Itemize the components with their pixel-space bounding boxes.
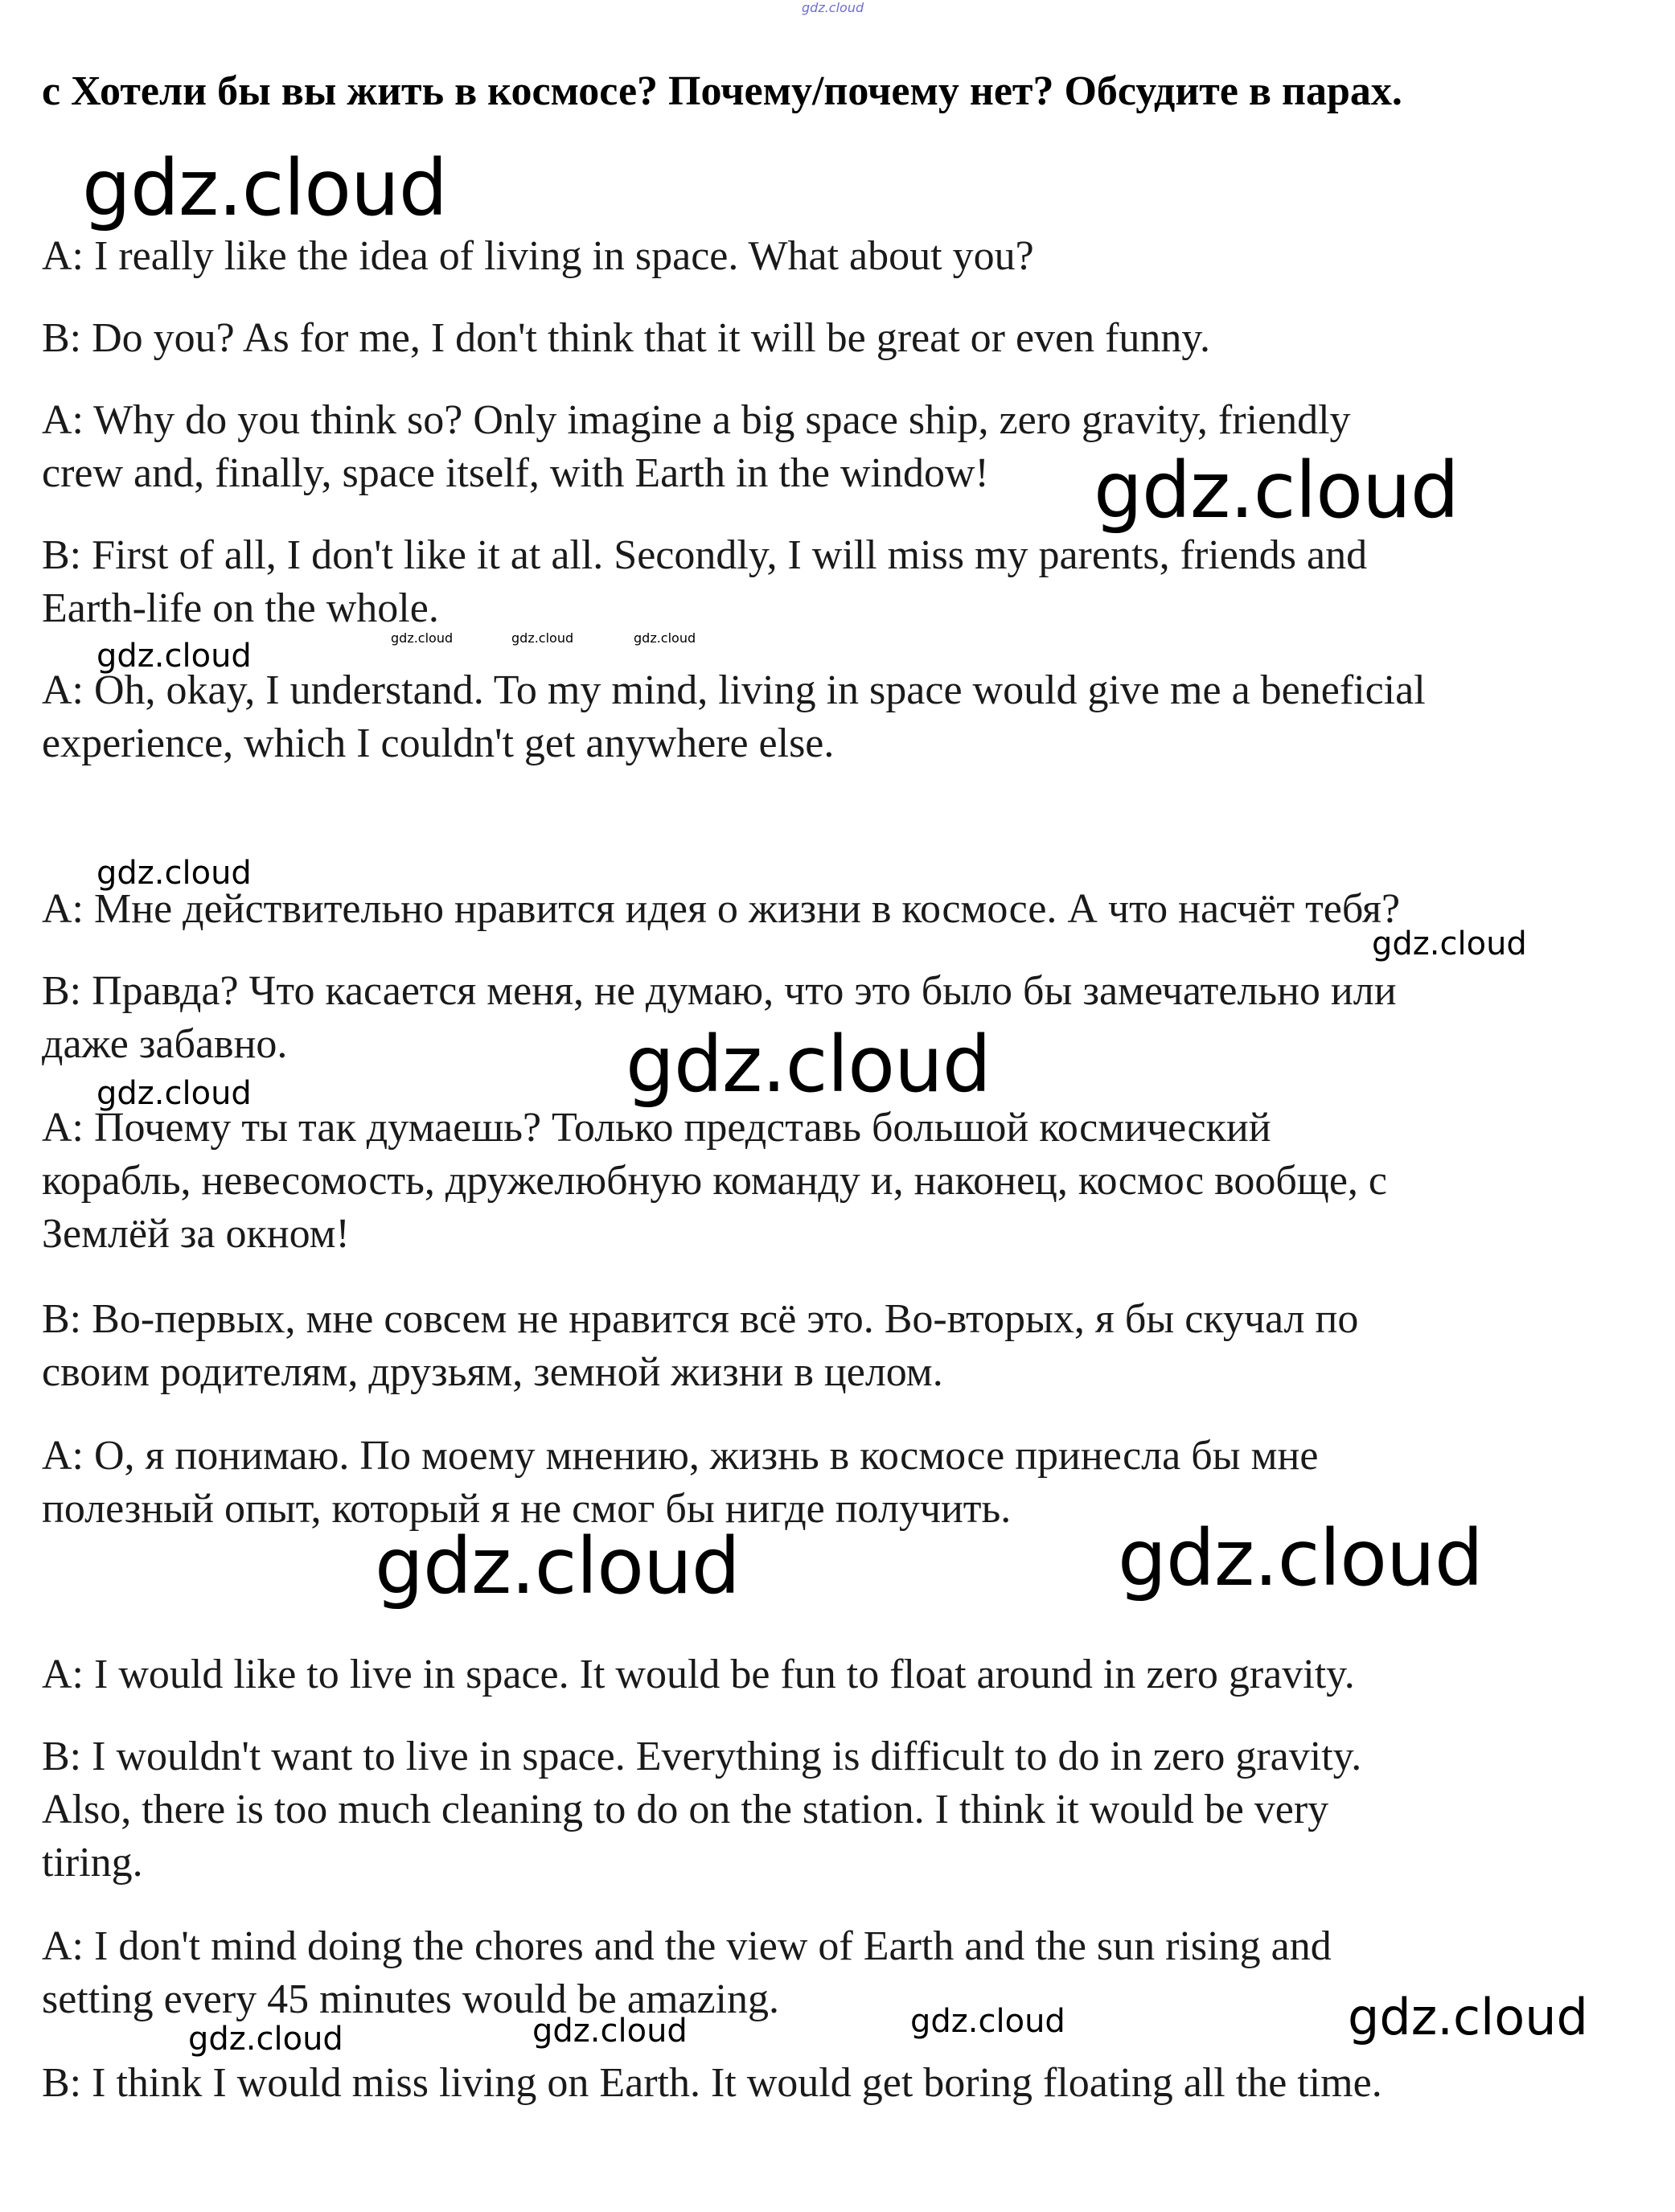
watermark: gdz.cloud xyxy=(1372,925,1527,962)
text-line: A: Мне действительно нравится идея о жизни в космосе. А что насчёт тебя? xyxy=(42,886,1401,932)
text-line: A: Почему ты так думаешь? Только представь большой космический xyxy=(42,1105,1271,1151)
watermark: gdz.cloud xyxy=(82,143,447,233)
watermark: gdz.cloud xyxy=(626,1020,991,1110)
text-line: A: Oh, okay, I understand. To my mind, living in space would give me a beneficial xyxy=(42,667,1426,713)
watermark: gdz.cloud xyxy=(532,2013,688,2050)
dialogue-1-en-line-5 xyxy=(42,664,1642,770)
text-line: A: О, я понимаю. По моему мнению, жизнь в космосе принесла бы мне xyxy=(42,1433,1319,1479)
text-line: experience, which I couldn't get anywhere else. xyxy=(42,720,835,766)
watermark: gdz.cloud xyxy=(188,2021,343,2058)
dialogue-1-en-line-2 xyxy=(42,312,1642,365)
text-line: B: I think I would miss living on Earth. It would get boring floating all the time. xyxy=(42,2060,1382,2106)
text-line: Earth-life on the whole. xyxy=(42,585,439,631)
text-line: A: I really like the idea of living in space. What about you? xyxy=(42,233,1034,279)
text-line: B: First of all, I don't like it at all. Secondly, I will miss my parents, friends and xyxy=(42,532,1368,578)
watermark: gdz.cloud xyxy=(511,630,574,646)
dialogue-1-ru-line-4 xyxy=(42,1293,1642,1399)
dialogue-1-en-line-4 xyxy=(42,529,1642,635)
text-line: tiring. xyxy=(42,1840,143,1886)
text-line: даже забавно. xyxy=(42,1021,288,1067)
text-line: Землёй за окном! xyxy=(42,1211,350,1257)
watermark: gdz.cloud xyxy=(96,855,252,892)
dialogue-1-en-line-1 xyxy=(42,230,1642,283)
text-line: Also, there is too much cleaning to do on the station. I think it would be very xyxy=(42,1787,1329,1832)
text-line: A: Why do you think so? Only imagine a big space ship, zero gravity, friendly xyxy=(42,397,1351,443)
watermark: gdz.cloud xyxy=(96,638,252,675)
watermark: gdz.cloud xyxy=(1094,445,1459,536)
watermark: gdz.cloud xyxy=(634,630,696,646)
text-line: корабль, невесомость, дружелюбную команду и, наконец, космос вообще, с xyxy=(42,1158,1387,1204)
dialogue-1-ru-line-3 xyxy=(42,1102,1642,1261)
text-line: B: Do you? As for me, I don't think that it will be great or even funny. xyxy=(42,315,1211,361)
watermark: gdz.cloud xyxy=(96,1075,252,1112)
text-line: A: I don't mind doing the chores and the view of Earth and the sun rising and xyxy=(42,1923,1332,1969)
watermark: gdz.cloud xyxy=(391,630,454,646)
watermark: gdz.cloud xyxy=(910,2003,1065,2040)
dialogue-2-en-line-2 xyxy=(42,1730,1642,1890)
watermark: gdz.cloud xyxy=(375,1521,740,1611)
dialogue-2-en-line-1 xyxy=(42,1648,1642,1701)
text-line: полезный опыт, который я не смог бы нигде получить. xyxy=(42,1486,1012,1532)
watermark: gdz.cloud xyxy=(1118,1513,1483,1603)
text-line: своим родителям, друзьям, земной жизни в целом. xyxy=(42,1349,943,1395)
text-line: crew and, finally, space itself, with Earth in the window! xyxy=(42,450,989,496)
task-title: с Хотели бы вы жить в космосе? Почему/почему нет? Обсудите в парах. xyxy=(42,68,1402,114)
text-line: B: Во-первых, мне совсем не нравится всё это. Во-вторых, я бы скучал по xyxy=(42,1296,1359,1342)
top-watermark: gdz.cloud xyxy=(802,0,864,15)
text-line: setting every 45 minutes would be amazing. xyxy=(42,1976,780,2022)
dialogue-2-en-line-4 xyxy=(42,2057,1642,2110)
text-line: A: I would like to live in space. It would be fun to float around in zero gravity. xyxy=(42,1652,1355,1697)
watermark: gdz.cloud xyxy=(1348,1988,1588,2046)
text-line: B: Правда? Что касается меня, не думаю, что это было бы замечательно или xyxy=(42,968,1397,1014)
text-line: B: I wouldn't want to live in space. Everything is difficult to do in zero gravity. xyxy=(42,1734,1362,1779)
